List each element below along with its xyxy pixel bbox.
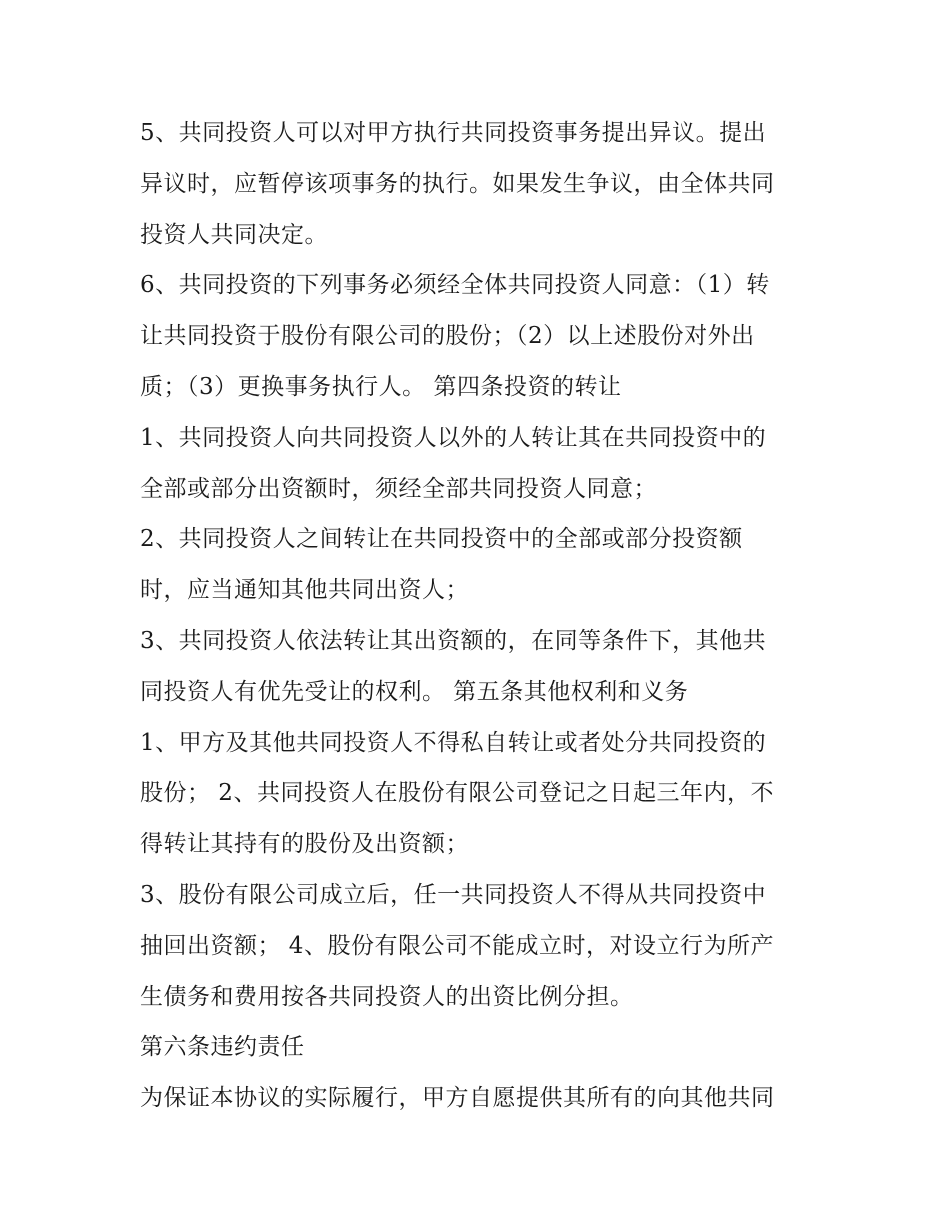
text-line: 得转让其持有的股份及出资额；: [140, 831, 469, 858]
text-line: 1、共同投资人向共同投资人以外的人转让其在共同投资中的: [140, 424, 767, 451]
text-line: 3、股份有限公司成立后，任一共同投资人不得从共同投资中: [140, 881, 767, 908]
text-line: 异议时，应暂停该项事务的执行。如果发生争议，由全体共同: [140, 170, 775, 197]
text-line: 2、共同投资人之间转让在共同投资中的全部或部分投资额: [140, 526, 743, 553]
text-line: 生债务和费用按各共同投资人的出资比例分担。: [140, 983, 634, 1010]
text-line: 让共同投资于股份有限公司的股份；（2）以上述股份对外出: [140, 323, 755, 350]
text-line: 时，应当通知其他共同出资人；: [140, 577, 469, 604]
text-line: 投资人共同决定。: [140, 221, 328, 248]
text-line: 股份； 2、共同投资人在股份有限公司登记之日起三年内，不: [140, 780, 774, 807]
text-line: 5、共同投资人可以对甲方执行共同投资事务提出异议。提出: [140, 120, 767, 146]
text-line: 6、共同投资的下列事务必须经全体共同投资人同意：（1）转: [140, 272, 770, 299]
text-line: 同投资人有优先受让的权利。 第五条其他权利和义务: [140, 678, 689, 705]
text-line: 1、甲方及其他共同投资人不得私自转让或者处分共同投资的: [140, 729, 767, 756]
document-body: [140, 108, 820, 1124]
text-line: 为保证本协议的实际履行，甲方自愿提供其所有的向其他共同: [140, 1085, 775, 1112]
text-line: 抽回出资额； 4、股份有限公司不能成立时，对设立行为所产: [140, 932, 774, 959]
text-line: 全部或部分出资额时，须经全部共同投资人同意；: [140, 475, 657, 502]
section-heading: 第六条违约责任: [140, 1034, 305, 1061]
text-line: 3、共同投资人依法转让其出资额的，在同等条件下，其他共: [140, 627, 767, 654]
text-line: 质；（3）更换事务执行人。 第四条投资的转让: [140, 373, 622, 400]
